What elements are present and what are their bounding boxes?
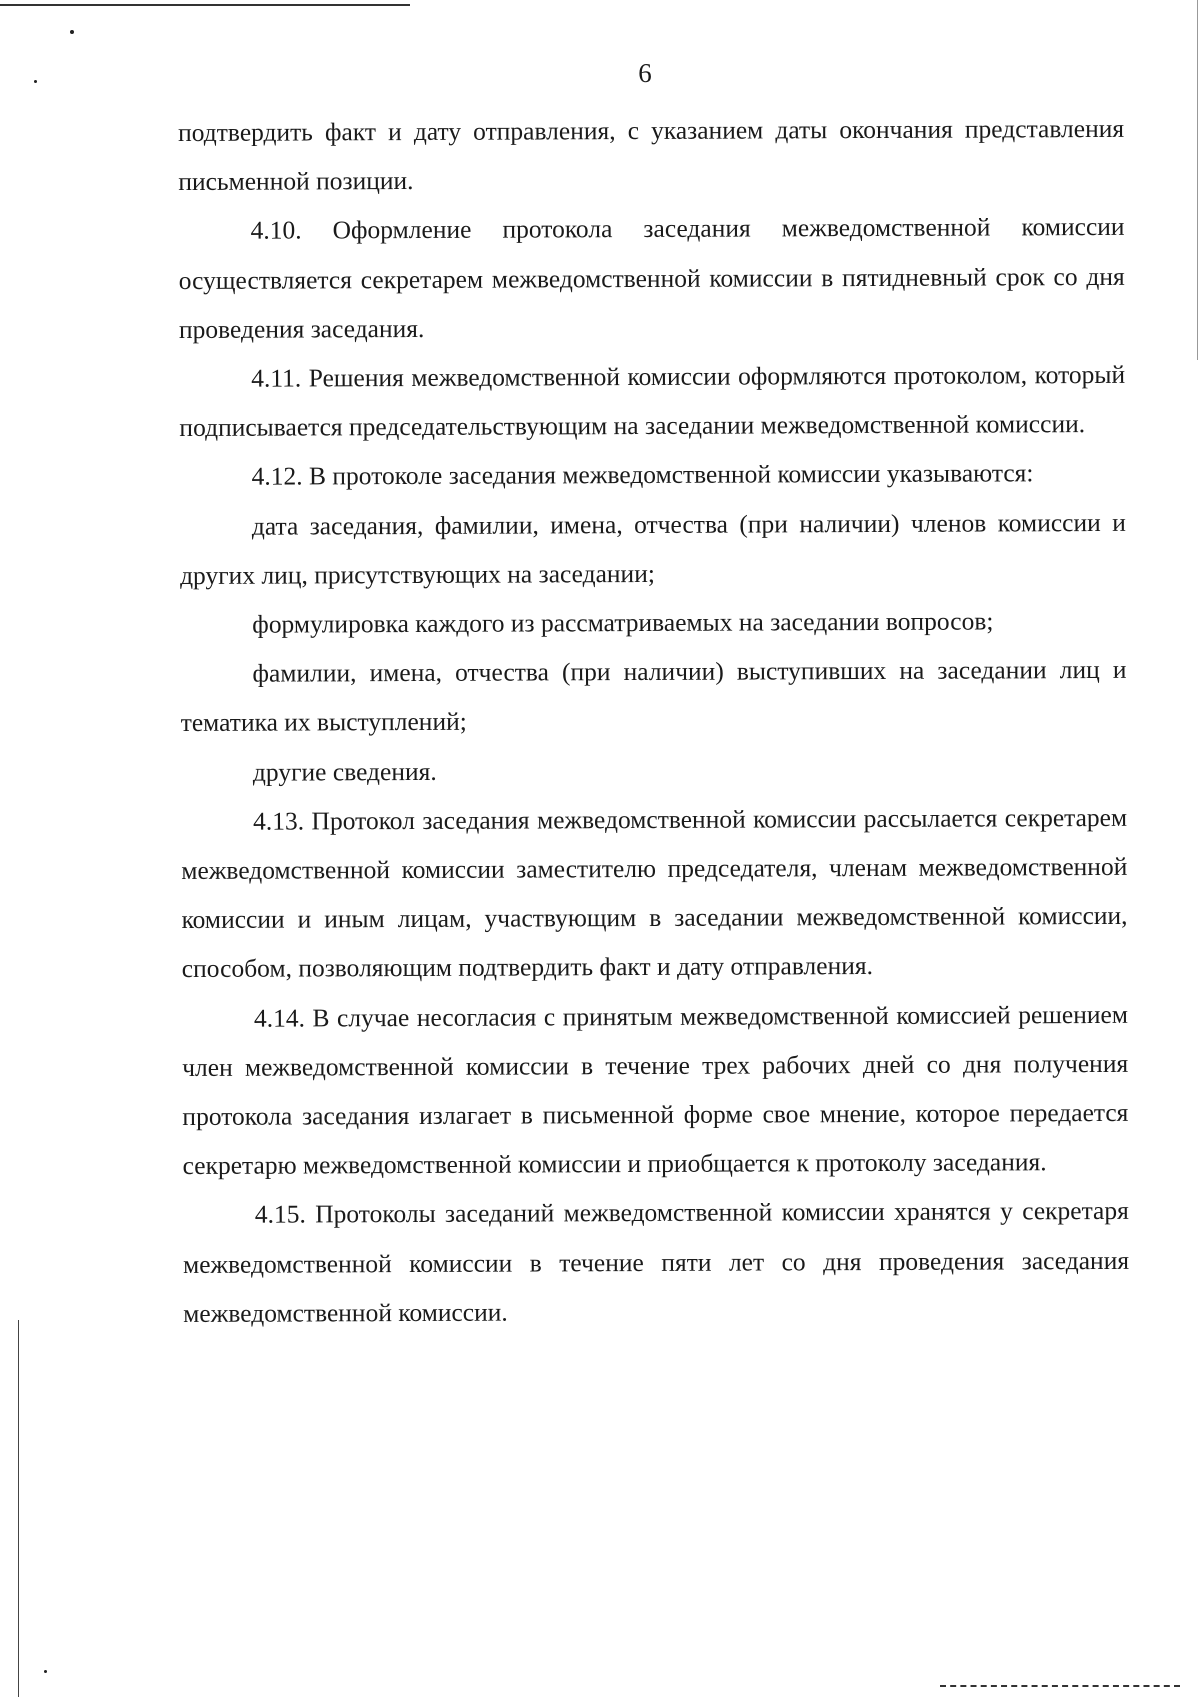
document-body [178, 104, 1129, 1338]
paragraph-4-15: 4.15. Протоколы заседаний межведомственной комиссии хранятся у секретаря межведомственной комиссии в течение пяти лет со дня проведения заседания межведомственной комиссии. [182, 1196, 1130, 1328]
paragraph-4-14: 4.14. В случае несогласия с принятым межведомственной комиссией решением член межведомственной комиссии в течение трех рабочих дней со дня получения протокола заседания излагает в письменной форме свое мнение, которое передается секретарю межведомственной комиссии и приобщается к протоколу заседания. [182, 999, 1129, 1181]
scan-artifact-right-edge [1197, 0, 1198, 360]
list-item-questions: формулировка каждого из рассматриваемых на заседании вопросов; [252, 606, 994, 639]
scan-artifact-left-edge [18, 1320, 19, 1697]
paragraph-4-10: 4.10. Оформление протокола заседания межведомственной комиссии осуществляется секретарем межведомственной комиссии в пятидневный срок со дня проведения заседания. [178, 212, 1125, 344]
paragraph-continuation: подтвердить факт и дату отправления, с указанием даты окончания представления письменной позиции. [178, 113, 1125, 197]
scan-artifact-dot [44, 1670, 47, 1673]
paragraph-4-11: 4.11. Решения межведомственной комиссии оформляются протоколом, который подписывается председательствующим на заседании межведомственной комиссии. [179, 359, 1126, 443]
paragraph-4-13: 4.13. Протокол заседания межведомственной комиссии рассылается секретарем межведомственной комиссии заместителю председателя, членам межведомственной комиссии и иным лицам, участвующим в заседании межведомственной комиссии, способом, позволяющим подтвердить факт и дату отправления. [181, 802, 1128, 984]
list-item-speakers: фамилии, имена, отчества (при наличии) выступивших на заседании лиц и тематика их выступлений; [180, 655, 1127, 738]
page-number: 6 [638, 58, 652, 88]
list-item-other: другие сведения. [252, 756, 437, 787]
scan-artifact-top-line [0, 4, 410, 6]
list-item-meeting-date: дата заседания, фамилии, имена, отчества (при наличии) членов комиссии и других лиц, присутствующих на заседании; [179, 507, 1126, 590]
scan-artifact-dot [70, 30, 74, 34]
paragraph-4-12: 4.12. В протоколе заседания межведомственной комиссии указываются: [251, 458, 1034, 492]
scan-artifact-bottom-dashes [940, 1685, 1180, 1687]
